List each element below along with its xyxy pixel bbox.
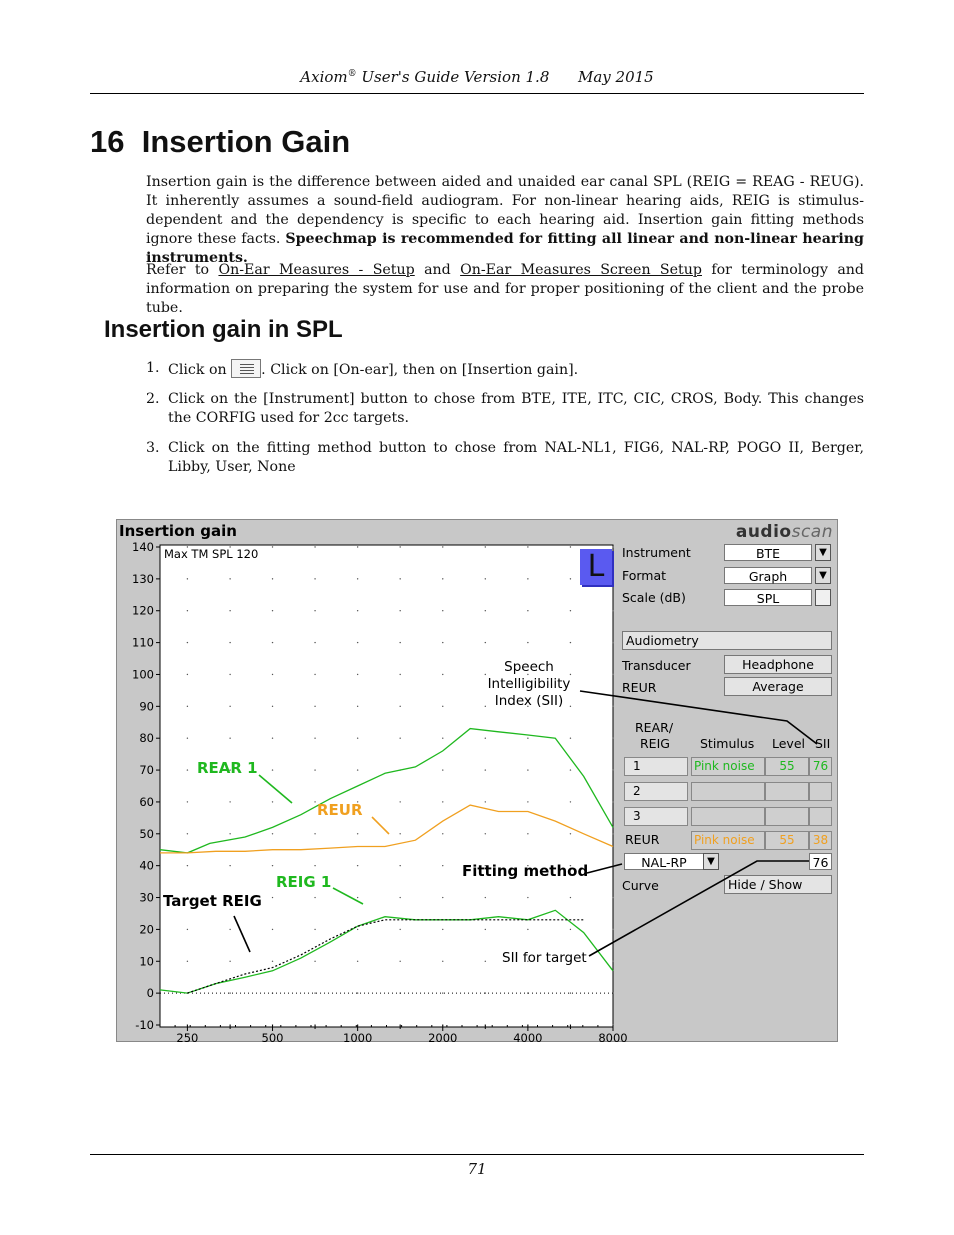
target-reig-pointer-line bbox=[234, 916, 250, 952]
y-tick-label: 60 bbox=[139, 794, 154, 809]
sii-target-pointer-line bbox=[589, 861, 809, 956]
fitting-method-select[interactable]: NAL-RP bbox=[624, 853, 704, 870]
x-tick-label: 1000 bbox=[343, 1031, 373, 1045]
y-tick-label: 110 bbox=[132, 635, 154, 650]
menu-icon[interactable] bbox=[231, 359, 261, 378]
reur-level-cell[interactable]: 55 bbox=[765, 831, 809, 850]
reur-label: REUR bbox=[622, 680, 657, 695]
step-text: . Click on [On-ear], then on [Insertion gain]. bbox=[261, 362, 579, 378]
running-header bbox=[90, 68, 864, 86]
x-tick-label: 8000 bbox=[598, 1031, 628, 1045]
section-title: Insertion gain in SPL bbox=[104, 316, 343, 343]
col-level-header: Level bbox=[772, 736, 805, 751]
x-tick-label: 250 bbox=[176, 1031, 199, 1045]
chapter-title bbox=[90, 124, 350, 160]
format-label: Format bbox=[622, 568, 667, 583]
step-text: Click on the fitting method button to chose from NAL-NL1, FIG6, NAL-RP, POGO II, Berger, Libby, User, None bbox=[168, 440, 864, 475]
transducer-label: Transducer bbox=[622, 658, 691, 673]
rear1-pointer-line bbox=[259, 775, 292, 803]
header-brand: Axiom bbox=[300, 68, 348, 86]
refer-text: Refer to bbox=[146, 262, 219, 278]
logo-part-b: scan bbox=[791, 522, 833, 542]
chapter-title-text: Insertion Gain bbox=[141, 124, 351, 159]
y-tick-label: 10 bbox=[139, 954, 154, 969]
step-text: Click on the [Instrument] button to chose from BTE, ITE, ITC, CIC, CROS, Body. This changes the CORFIG used for 2cc targets. bbox=[168, 391, 864, 426]
x-tick-label: 2000 bbox=[428, 1031, 458, 1045]
col-rear-header: REAR/ bbox=[635, 720, 674, 735]
reur-pointer-line bbox=[372, 817, 389, 834]
col-reig-header: REIG bbox=[640, 736, 670, 751]
link-on-ear-screen-setup[interactable]: On-Ear Measures Screen Setup bbox=[460, 262, 702, 278]
y-tick-label: -10 bbox=[135, 1018, 154, 1032]
reig1-annotation: REIG 1 bbox=[276, 873, 332, 891]
step-number: 2. bbox=[146, 391, 160, 407]
header-rule bbox=[90, 93, 864, 94]
step-3 bbox=[146, 439, 864, 477]
logo-part-a: audio bbox=[735, 522, 792, 542]
intro-paragraph-2 bbox=[146, 261, 864, 318]
stimulus-cell[interactable]: Pink noise bbox=[691, 757, 765, 776]
sii-target-annotation: SII for target bbox=[502, 950, 587, 966]
step-number: 1. bbox=[146, 360, 160, 376]
header-title: User's Guide Version 1.8 bbox=[356, 68, 550, 86]
fitting-method-annotation: Fitting method bbox=[462, 862, 589, 880]
y-tick-label: 140 bbox=[132, 540, 154, 554]
y-tick-label: 100 bbox=[132, 667, 154, 682]
max-tm-spl-label: Max TM SPL 120 bbox=[164, 547, 259, 561]
reur-stimulus-cell[interactable]: Pink noise bbox=[691, 831, 765, 850]
y-tick-label: 20 bbox=[139, 922, 154, 937]
sii-pointer-line bbox=[580, 691, 817, 744]
reur-button[interactable]: Average bbox=[724, 677, 832, 696]
target-sii-value: 76 bbox=[809, 853, 832, 870]
link-on-ear-setup[interactable]: On-Ear Measures - Setup bbox=[218, 262, 415, 278]
transducer-button[interactable]: Headphone bbox=[724, 655, 832, 674]
step-2 bbox=[146, 390, 864, 428]
header-date: May 2015 bbox=[577, 68, 654, 86]
y-tick-label: 30 bbox=[139, 890, 154, 905]
y-tick-label: 70 bbox=[139, 763, 154, 778]
y-tick-label: 120 bbox=[132, 603, 154, 618]
format-select[interactable]: Graph bbox=[724, 567, 812, 584]
y-tick-label: 50 bbox=[139, 826, 154, 841]
annotation-overlay bbox=[117, 520, 837, 1041]
y-tick-label: 80 bbox=[139, 731, 154, 746]
scale-field[interactable]: SPL bbox=[724, 589, 812, 606]
y-tick-label: 130 bbox=[132, 571, 154, 586]
fitting-method-dropdown-icon[interactable]: ▼ bbox=[703, 853, 719, 870]
refer-rest-text: for terminology and information on preparing the system for use and for proper positioning of the client and the probe tube. bbox=[146, 262, 864, 316]
y-tick-label: 90 bbox=[139, 699, 154, 714]
instrument-label: Instrument bbox=[622, 545, 691, 560]
step-number: 3. bbox=[146, 440, 160, 456]
chapter-number: 16 bbox=[90, 124, 125, 159]
target-reig-annotation: Target REIG bbox=[163, 892, 262, 910]
sii-cell: 76 bbox=[809, 757, 832, 776]
col-sii-header: SII bbox=[815, 736, 831, 751]
rear-row-button[interactable]: 3 bbox=[624, 807, 688, 826]
rear-row-button[interactable]: 1 bbox=[624, 757, 688, 776]
reur-row-label: REUR bbox=[625, 832, 660, 847]
y-tick-label: 40 bbox=[139, 858, 154, 873]
instrument-select[interactable]: BTE bbox=[724, 544, 812, 561]
x-tick-label: 4000 bbox=[513, 1031, 543, 1045]
x-tick-label: 500 bbox=[261, 1031, 284, 1045]
intro-paragraph-1 bbox=[146, 173, 864, 268]
reur-sii-cell: 38 bbox=[809, 831, 832, 850]
header-reg: ® bbox=[347, 69, 357, 79]
insertion-gain-screen bbox=[116, 519, 838, 1045]
col-stimulus-header: Stimulus bbox=[700, 736, 755, 751]
intro-bold-text: Speechmap is recommended for fitting all linear and non-linear hearing instruments. bbox=[146, 231, 864, 266]
instrument-dropdown-icon[interactable]: ▼ bbox=[815, 544, 831, 561]
audiometry-button[interactable]: Audiometry bbox=[622, 631, 832, 650]
and-text: and bbox=[414, 262, 461, 278]
step-text: Click on bbox=[168, 362, 232, 378]
sii-annotation-line2: Intelligibility bbox=[487, 676, 571, 692]
hide-show-button[interactable]: Hide / Show bbox=[724, 875, 832, 894]
left-ear-indicator[interactable]: L bbox=[580, 549, 612, 585]
scale-label: Scale (dB) bbox=[622, 590, 686, 605]
page-number: 71 bbox=[467, 1160, 487, 1178]
reur-annotation: REUR bbox=[317, 801, 363, 819]
rear-row-button[interactable]: 2 bbox=[624, 782, 688, 801]
sii-annotation-line1: Speech bbox=[504, 659, 554, 675]
footer-rule bbox=[90, 1154, 864, 1155]
intro-text: Insertion gain is the difference between aided and unaided ear canal SPL (REIG = REAG - REUG). It inherently assumes a sound-field audiogram. For non-linear hearing aids, REIG is stimulus-dependent and the dependency is specific to each hearing aid. Insertion gain fitting methods ignore these facts. bbox=[146, 174, 864, 247]
reig1-pointer-line bbox=[333, 888, 363, 904]
fitting-method-pointer-line bbox=[587, 864, 622, 873]
sii-annotation-line3: Index (SII) bbox=[494, 693, 564, 709]
curve-label: Curve bbox=[622, 878, 659, 893]
format-dropdown-icon[interactable]: ▼ bbox=[815, 567, 831, 584]
rear1-annotation: REAR 1 bbox=[197, 759, 258, 777]
screen-title: Insertion gain bbox=[119, 522, 237, 540]
level-cell[interactable]: 55 bbox=[765, 757, 809, 776]
step-1 bbox=[146, 359, 864, 380]
y-tick-label: 0 bbox=[146, 986, 154, 1001]
